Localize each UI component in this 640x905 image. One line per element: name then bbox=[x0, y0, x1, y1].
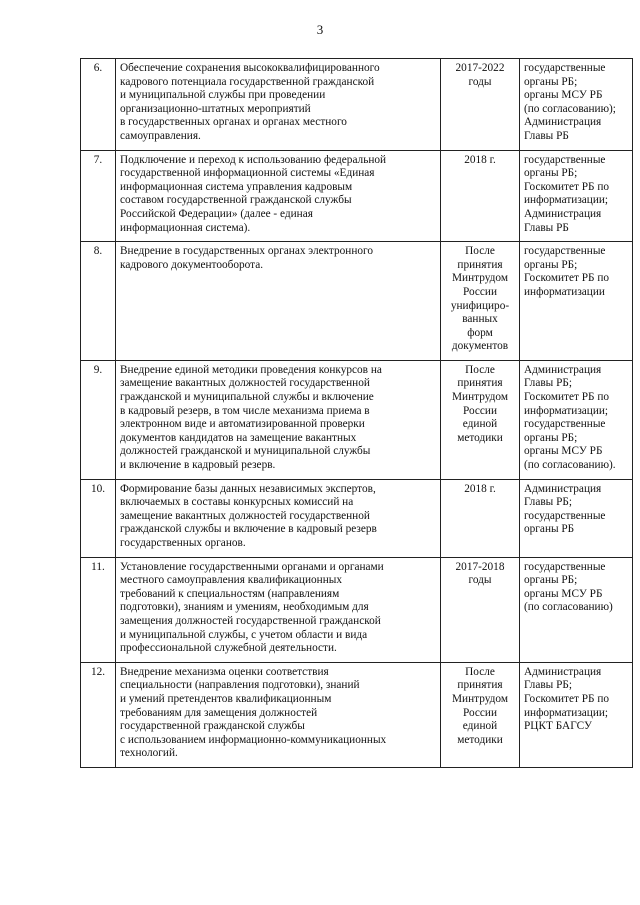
measures-table bbox=[80, 58, 633, 768]
row-number: 7. bbox=[81, 150, 116, 242]
who-line: государственные bbox=[524, 245, 606, 258]
text-line: Установление государственными органами и органами bbox=[120, 560, 384, 573]
text-line: Подключение и переход к использованию федеральной bbox=[120, 153, 387, 166]
text-line: местного самоуправления квалификационных bbox=[120, 574, 342, 587]
when-line: России bbox=[462, 285, 498, 298]
when-line: Минтрудом bbox=[452, 391, 508, 404]
measure-description bbox=[116, 662, 441, 767]
text-line: подготовки), знаниям и умениям, необходимым для bbox=[120, 601, 369, 614]
text-line: и муниципальной службы при проведении bbox=[120, 89, 326, 102]
deadline bbox=[441, 59, 520, 151]
when-line: Минтрудом bbox=[452, 272, 508, 285]
measure-description bbox=[116, 360, 441, 479]
text-line: государственных органов. bbox=[120, 537, 246, 549]
text-line: Российской Федерации» (далее - единая bbox=[120, 207, 313, 220]
who-line: органы РБ; bbox=[524, 75, 578, 88]
who-line: Администрация bbox=[524, 665, 602, 678]
who-line: Главы РБ bbox=[524, 221, 569, 234]
row-number: 6. bbox=[81, 59, 116, 151]
responsible bbox=[520, 662, 633, 767]
row-number: 11. bbox=[81, 557, 116, 662]
row-number: 12. bbox=[81, 662, 116, 767]
table-row bbox=[81, 662, 633, 767]
who-line: государственные bbox=[524, 509, 606, 522]
text-line: Обеспечение сохранения высококвалифицированного bbox=[120, 62, 380, 74]
text-line: замещения должностей государственной гражданской bbox=[120, 614, 381, 627]
measure-description bbox=[116, 59, 441, 151]
row-number: 8. bbox=[81, 242, 116, 361]
responsible bbox=[520, 242, 633, 361]
text-line: требованиям для замещения должностей bbox=[120, 706, 318, 719]
table-row bbox=[81, 360, 633, 479]
when-line: годы bbox=[468, 574, 492, 587]
deadline bbox=[441, 662, 520, 767]
measure-description bbox=[116, 479, 441, 557]
responsible bbox=[520, 557, 633, 662]
table-row bbox=[81, 557, 633, 662]
when-line: годы bbox=[468, 75, 492, 88]
who-line: Главы РБ; bbox=[524, 496, 572, 509]
who-line: (по согласованию). bbox=[524, 459, 616, 472]
when-line: методики bbox=[457, 431, 503, 444]
text-line: должностей гражданской и муниципальной службы bbox=[120, 445, 371, 458]
text-line: включаемых в составы конкурсных комиссий на bbox=[120, 496, 354, 509]
text-line: и включение в кадровый резерв. bbox=[120, 459, 276, 472]
who-line: государственные bbox=[524, 418, 606, 431]
responsible bbox=[520, 59, 633, 151]
text-line: гражданской службы и включение в кадровый резерв bbox=[120, 523, 377, 536]
text-line: документов кандидатов на замещение вакантных bbox=[120, 431, 357, 444]
when-line: 2018 г. bbox=[464, 482, 496, 495]
table-row bbox=[81, 242, 633, 361]
text-line: в кадровый резерв, в том числе механизма приема в bbox=[120, 404, 370, 417]
measure-description bbox=[116, 242, 441, 361]
when-line: 2017-2018 bbox=[455, 560, 505, 573]
when-line: ванных bbox=[462, 313, 498, 326]
who-line: Главы РБ bbox=[524, 129, 569, 142]
when-line: После bbox=[465, 245, 495, 258]
when-line: документов bbox=[451, 340, 509, 353]
text-line: электронном виде и автоматизированной проверки bbox=[120, 418, 365, 431]
when-line: единой bbox=[462, 720, 498, 733]
table-row bbox=[81, 479, 633, 557]
text-line: замещение вакантных должностей государственной bbox=[120, 377, 370, 390]
who-line: Администрация bbox=[524, 482, 602, 495]
who-line: органы РБ; bbox=[524, 167, 578, 180]
table-row bbox=[81, 150, 633, 242]
text-line: специальности (направления подготовки), знаний bbox=[120, 679, 360, 692]
text-line: замещение вакантных должностей государственной bbox=[120, 509, 370, 522]
row-number: 9. bbox=[81, 360, 116, 479]
who-line: (по согласованию); bbox=[524, 102, 616, 115]
deadline bbox=[441, 150, 520, 242]
deadline bbox=[441, 360, 520, 479]
who-line: государственные bbox=[524, 560, 606, 573]
when-line: России bbox=[462, 706, 498, 719]
when-line: После bbox=[465, 665, 495, 678]
text-line: профессиональной служебной деятельности. bbox=[120, 642, 337, 655]
text-line: информационная система). bbox=[120, 221, 251, 234]
who-line: Госкомитет РБ по bbox=[524, 692, 610, 705]
who-line: информатизации; bbox=[524, 404, 609, 417]
who-line: Администрация bbox=[524, 363, 602, 376]
deadline bbox=[441, 557, 520, 662]
text-line: технологий. bbox=[120, 747, 178, 760]
who-line: информатизации; bbox=[524, 194, 609, 207]
who-line: РЦКТ БАГСУ bbox=[524, 720, 592, 733]
text-line: и умений претендентов квалификационным bbox=[120, 692, 332, 705]
text-line: в государственных органах и органах местного bbox=[120, 116, 347, 129]
when-line: унифициро- bbox=[450, 299, 510, 312]
text-line: Внедрение единой методики проведения конкурсов на bbox=[120, 363, 382, 376]
text-line: составом государственной гражданской службы bbox=[120, 194, 352, 207]
who-line: органы МСУ РБ bbox=[524, 445, 603, 458]
when-line: России bbox=[462, 404, 498, 417]
responsible bbox=[520, 360, 633, 479]
when-line: Минтрудом bbox=[452, 692, 508, 705]
who-line: информатизации; bbox=[524, 706, 609, 719]
who-line: Госкомитет РБ по bbox=[524, 180, 610, 193]
text-line: Внедрение в государственных органах электронного bbox=[120, 245, 374, 258]
when-line: 2017-2022 bbox=[455, 62, 505, 74]
who-line: органы РБ; bbox=[524, 574, 578, 587]
who-line: (по согласованию) bbox=[524, 601, 613, 614]
row-number: 10. bbox=[81, 479, 116, 557]
who-line: государственные bbox=[524, 62, 606, 74]
text-line: информационная система управления кадровым bbox=[120, 180, 353, 193]
who-line: государственные bbox=[524, 153, 606, 166]
text-line: с использованием информационно-коммуникационных bbox=[120, 733, 387, 746]
text-line: государственной гражданской службы bbox=[120, 720, 305, 733]
when-line: После bbox=[465, 363, 495, 376]
when-line: принятия bbox=[457, 258, 503, 271]
deadline bbox=[441, 479, 520, 557]
who-line: Администрация bbox=[524, 207, 602, 220]
responsible bbox=[520, 479, 633, 557]
who-line: органы РБ; bbox=[524, 258, 578, 271]
when-line: единой bbox=[462, 418, 498, 431]
who-line: органы РБ bbox=[524, 523, 575, 536]
who-line: органы МСУ РБ bbox=[524, 587, 603, 600]
text-line: Формирование базы данных независимых экспертов, bbox=[120, 482, 376, 495]
when-line: методики bbox=[457, 733, 503, 746]
who-line: Администрация bbox=[524, 116, 602, 129]
who-line: органы РБ; bbox=[524, 431, 578, 444]
when-line: принятия bbox=[457, 679, 503, 692]
text-line: самоуправления. bbox=[120, 129, 201, 142]
page-number: 3 bbox=[316, 22, 324, 37]
who-line: Главы РБ; bbox=[524, 377, 572, 390]
when-line: 2018 г. bbox=[464, 153, 496, 166]
text-line: требований к специальностям (направлениям bbox=[120, 587, 340, 600]
when-line: форм bbox=[467, 326, 493, 339]
deadline bbox=[441, 242, 520, 361]
measure-description bbox=[116, 150, 441, 242]
who-line: Госкомитет РБ по bbox=[524, 272, 610, 285]
who-line: Главы РБ; bbox=[524, 679, 572, 692]
text-line: кадрового потенциала государственной гражданской bbox=[120, 75, 375, 88]
text-line: кадрового документооборота. bbox=[120, 258, 264, 271]
who-line: органы МСУ РБ bbox=[524, 89, 603, 102]
measure-description bbox=[116, 557, 441, 662]
responsible bbox=[520, 150, 633, 242]
when-line: принятия bbox=[457, 377, 503, 390]
text-line: гражданской и муниципальной службы и включение bbox=[120, 391, 374, 404]
text-line: государственной информационной системы «Единая bbox=[120, 167, 375, 180]
who-line: информатизации bbox=[524, 285, 605, 298]
text-line: и муниципальной службы, с учетом области и вида bbox=[120, 628, 368, 641]
table-row bbox=[81, 59, 633, 151]
who-line: Госкомитет РБ по bbox=[524, 391, 610, 404]
table-body bbox=[81, 59, 633, 768]
text-line: организационно-штатных мероприятий bbox=[120, 102, 311, 115]
text-line: Внедрение механизма оценки соответствия bbox=[120, 665, 329, 678]
